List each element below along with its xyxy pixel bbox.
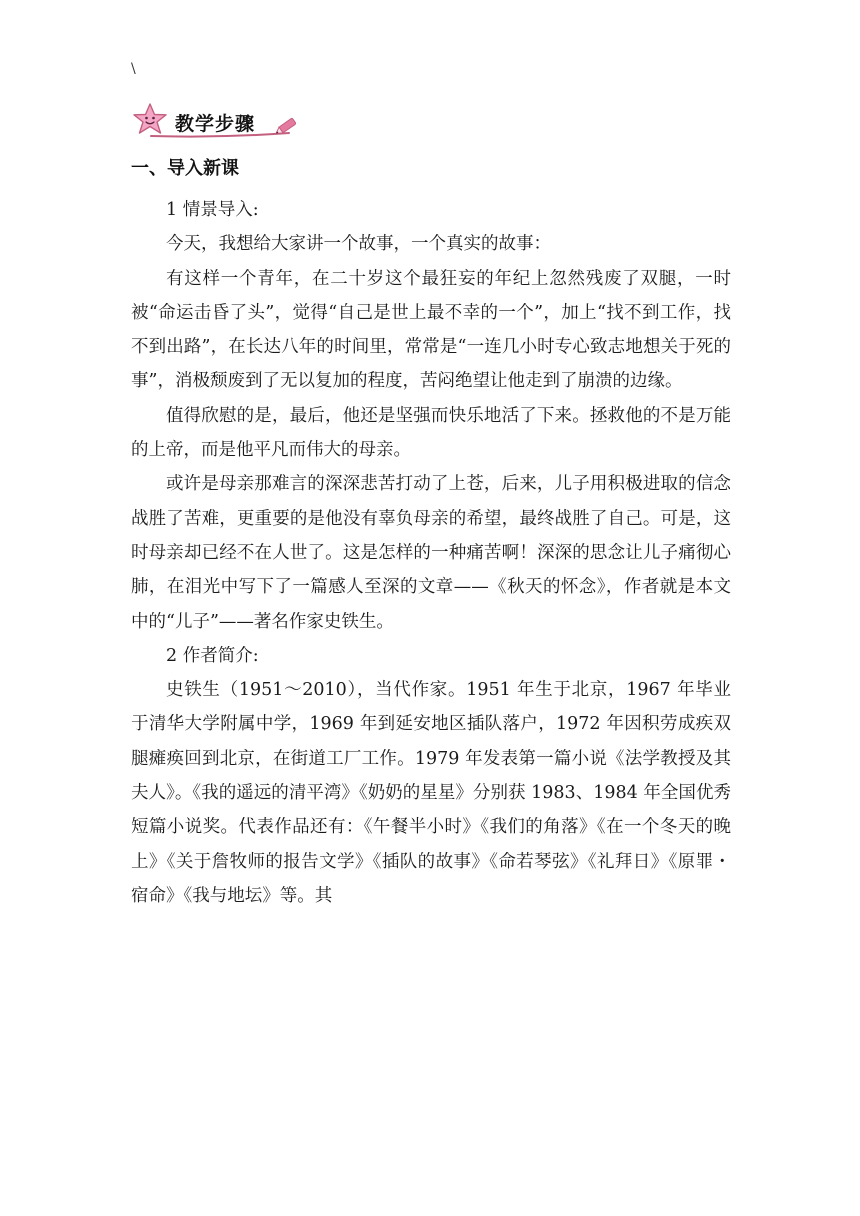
subheading-situation-intro: 1 情景导入: <box>166 200 259 220</box>
section-banner <box>131 100 301 146</box>
banner-title: 教学步骤 <box>175 113 256 135</box>
smiling-star-icon <box>134 104 166 133</box>
paragraph: 或许是母亲那难言的深深悲苦打动了上苍，后来，儿子用积极进取的信念战胜了苦难，更重要的是他没有辜负母亲的希望，最终战胜了自己。可是，这时母亲却已经不在人世了。这是怎样的一种痛苦啊！深深的思念让儿子痛彻心肺，在泪光中写下了一篇感人至深的文章——《秋天的怀念》，作者就是本文中的“儿子”——著名作家史铁生。 <box>131 474 731 632</box>
paragraph: 值得欣慰的是，最后，他还是坚强而快乐地活了下来。拯救他的不是万能的上帝，而是他平凡而伟大的母亲。 <box>131 405 731 461</box>
corner-mark: \ <box>131 61 136 77</box>
paragraph: 有这样一个青年，在二十岁这个最狂妄的年纪上忽然残废了双腿，一时被“命运击昏了头”，觉得“自己是世上最不幸的一个”，加上“找不到工作，找不到出路”，在长达八年的时间里，常常是“一连几小时专心致志地想关于死的事”，消极颓废到了无以复加的程度，苦闷绝望让他走到了崩溃的边缘。 <box>131 268 731 392</box>
section-heading: 一、导入新课 <box>131 158 239 179</box>
body-text <box>131 193 731 913</box>
paragraph: 今天，我想给大家讲一个故事，一个真实的故事： <box>166 234 551 255</box>
subheading-author-intro: 2 作者简介: <box>166 645 259 666</box>
paragraph: 史铁生（1951～2010），当代作家。1951 年生于北京，1967 年毕业于清华大学附属中学，1969 年到延安地区插队落户，1972 年因积劳成疾双腿瘫痪回到北京，在街道工厂工作。1979 年发表第一篇小说《法学教授及其夫人》。《我的遥远的清平湾》《奶奶的星星》分别获 1983、1984 年全国优秀短篇小说奖。代表作品还有：《午餐半小时》《我们的角落》《在一个冬天的晚上》《关于詹牧师的报告文学》《插队的故事》《命若琴弦》《礼拜日》《原罪・宿命》《我与地坛》等。其 <box>131 680 731 906</box>
